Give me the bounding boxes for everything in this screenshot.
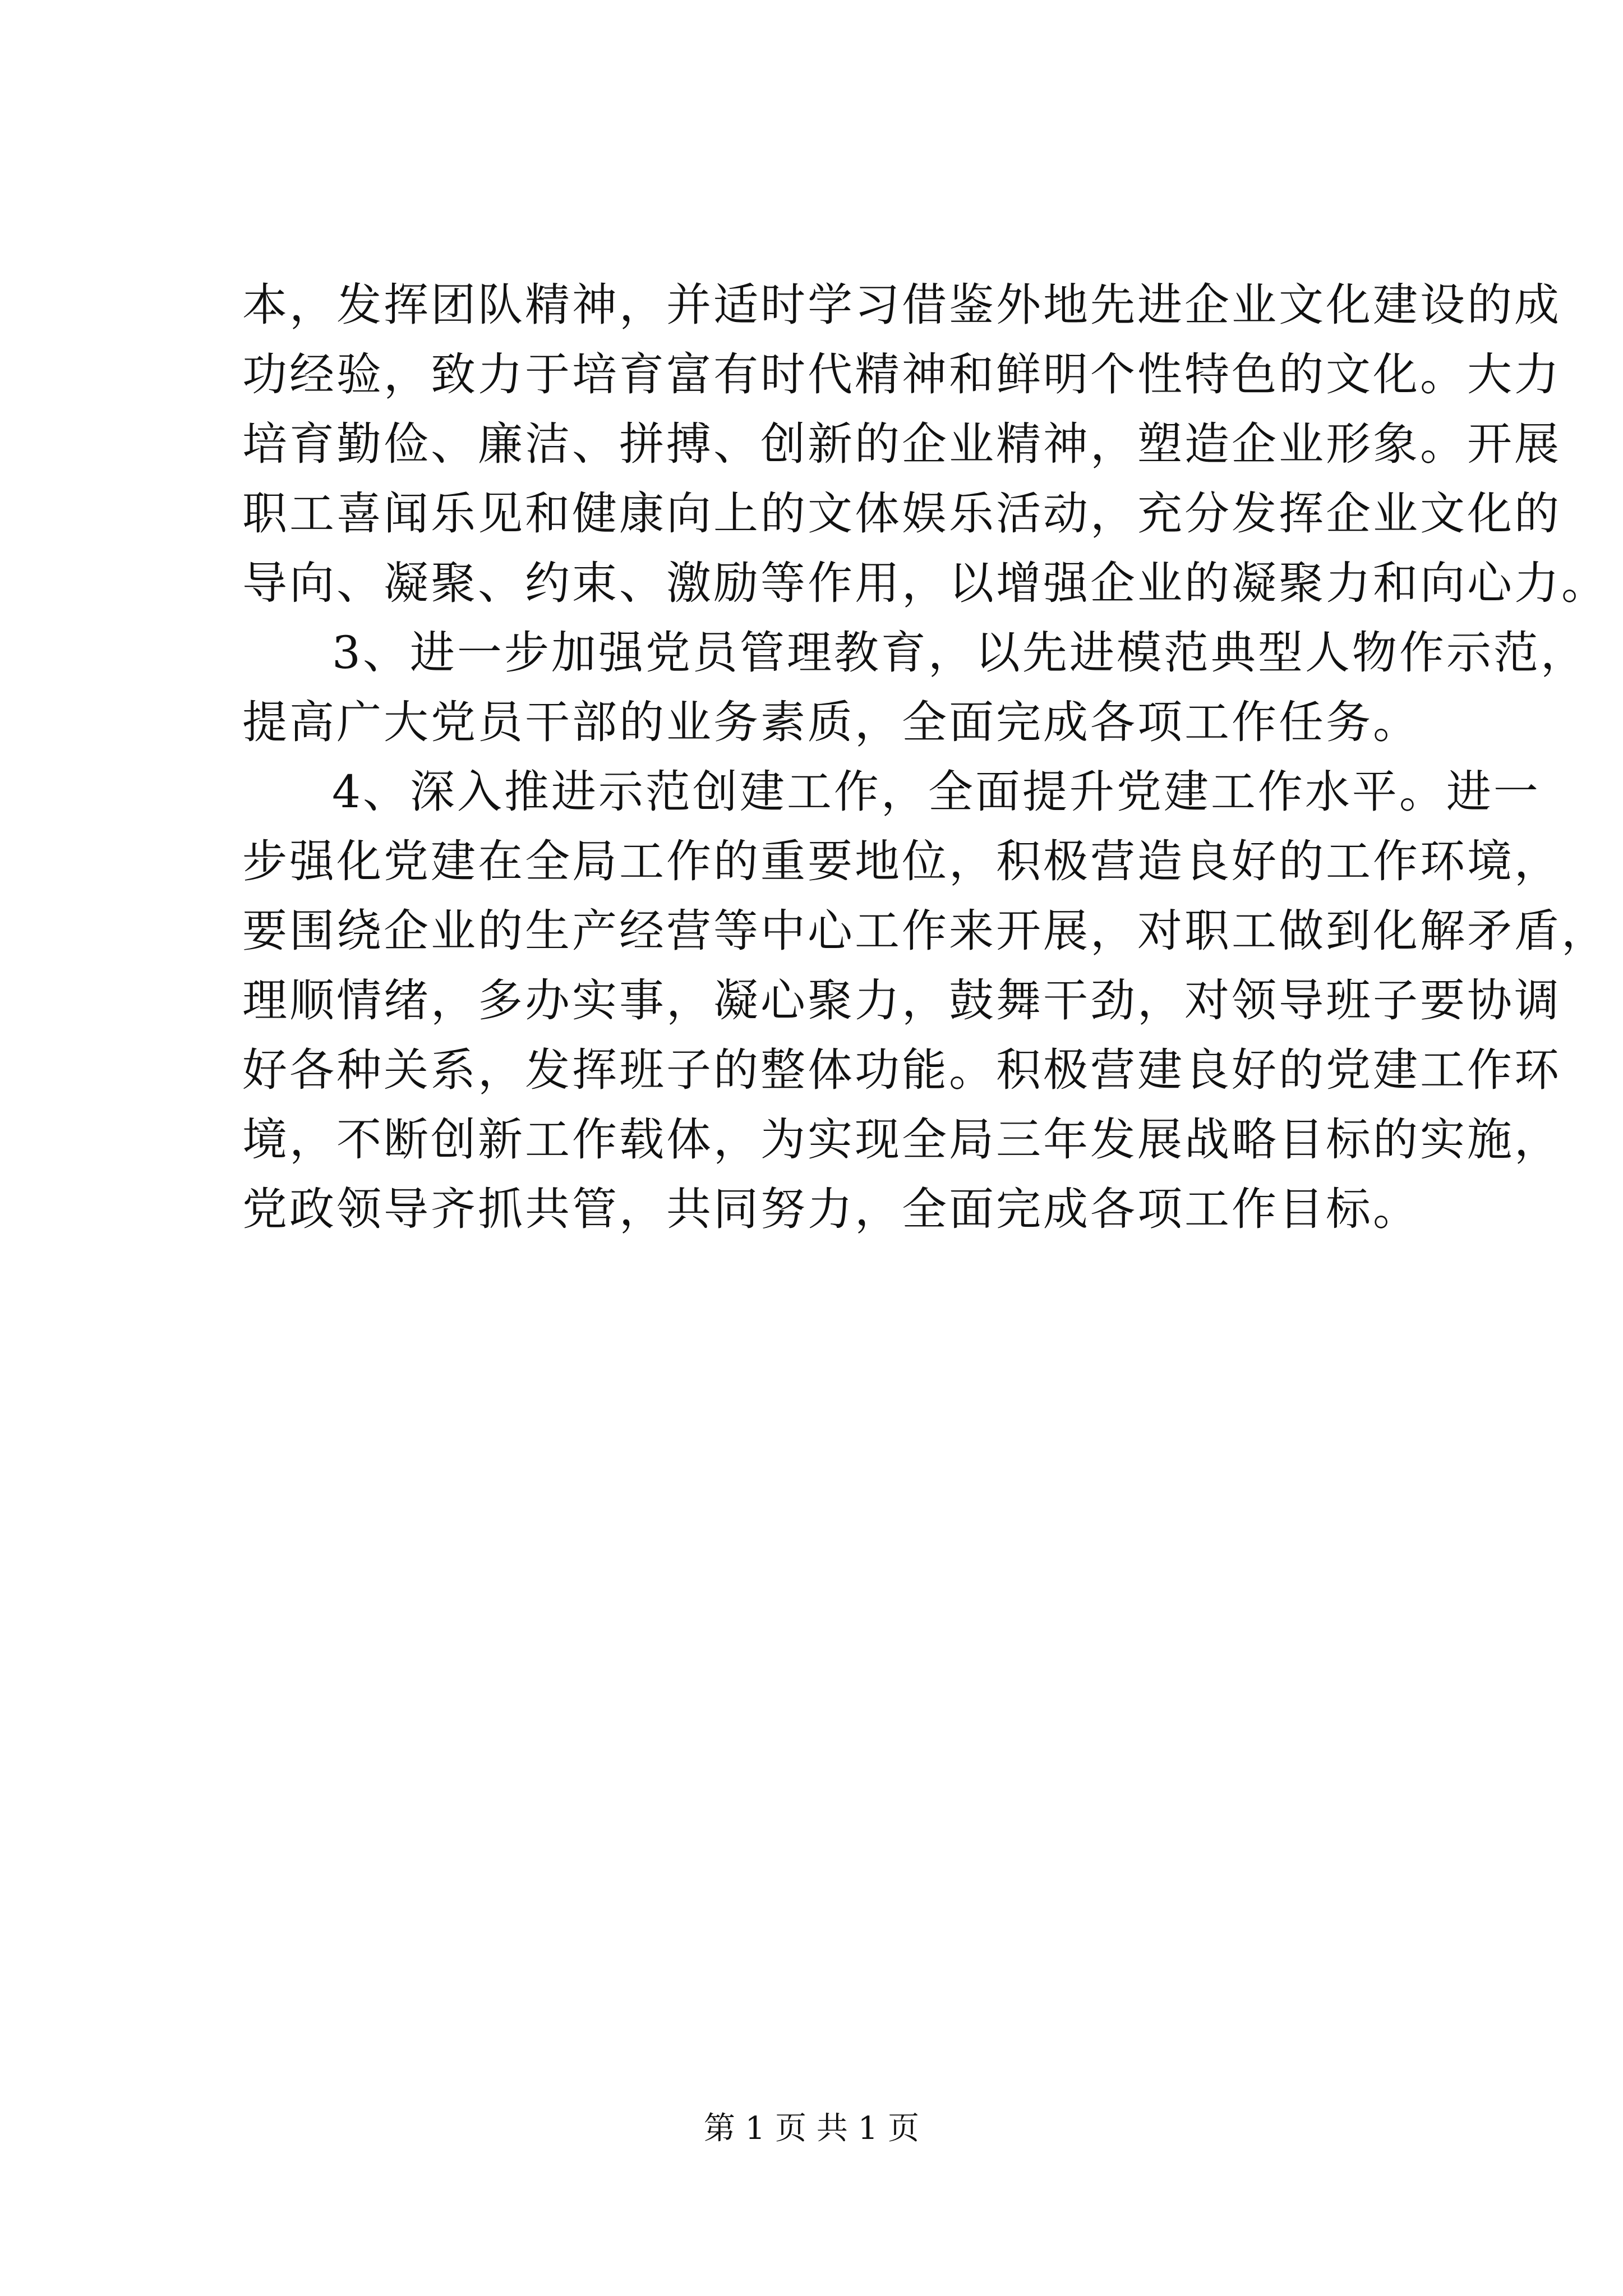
body-line: 理顺情绪，多办实事，凝心聚力，鼓舞干劲，对领导班子要协调	[242, 974, 1561, 1027]
body-line: 培育勤俭、廉洁、拼搏、创新的企业精神，塑造企业形象。开展	[242, 418, 1561, 470]
body-line: 境，不断创新工作载体，为实现全局三年发展战略目标的实施，	[242, 1114, 1561, 1166]
page-number-label: 第 1 页 共 1 页	[703, 2110, 920, 2147]
body-line: 好各种关系，发挥班子的整体功能。积极营建良好的党建工作环	[242, 1044, 1561, 1096]
body-line: 提高广大党员干部的业务素质，全面完成各项工作任务。	[242, 696, 1420, 748]
body-line: 要围绕企业的生产经营等中心工作来开展，对职工做到化解矛盾，	[242, 905, 1608, 957]
body-line: 步强化党建在全局工作的重要地位，积极营造良好的工作环境，	[242, 835, 1561, 887]
body-line: 本，发挥团队精神，并适时学习借鉴外地先进企业文化建设的成	[242, 279, 1561, 331]
page-footer	[0, 2109, 1623, 2148]
body-line: 党政领导齐抓共管，共同努力，全面完成各项工作目标。	[242, 1183, 1420, 1235]
paragraph-3-first-line: 3、进一步加强党员管理教育，以先进模范典型人物作示范，	[332, 627, 1588, 679]
paragraph-4-first-line: 4、深入推进示范创建工作，全面提升党建工作水平。进一	[332, 766, 1541, 818]
body-line: 功经验，致力于培育富有时代精神和鲜明个性特色的文化。大力	[242, 348, 1561, 401]
document-body	[242, 270, 1608, 1244]
body-line: 导向、凝聚、约束、激励等作用，以增强企业的凝聚力和向心力。	[242, 557, 1608, 609]
body-line: 职工喜闻乐见和健康向上的文体娱乐活动，充分发挥企业文化的	[242, 487, 1561, 540]
